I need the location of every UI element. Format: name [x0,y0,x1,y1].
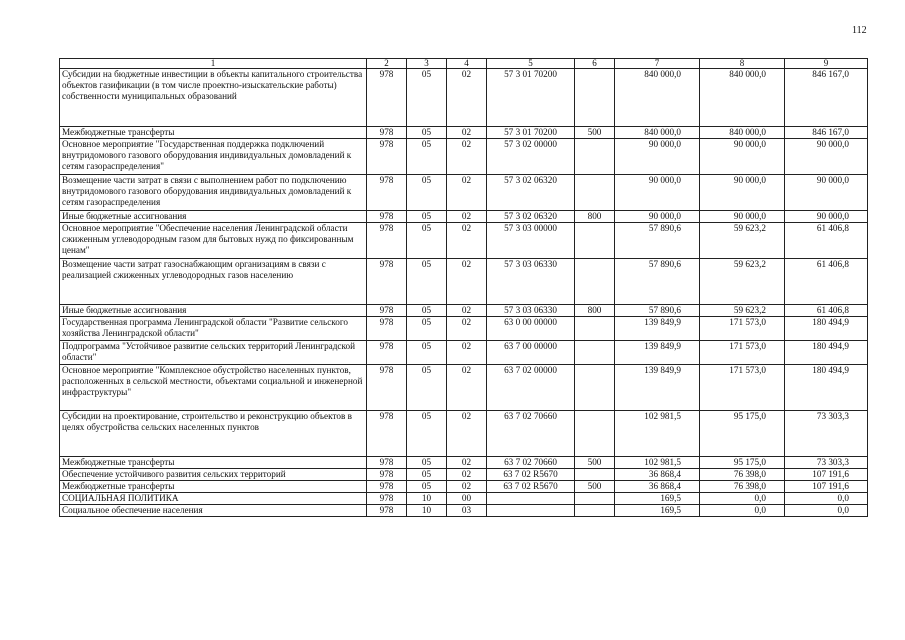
row-cell: 36 868,4 [615,469,700,481]
row-cell: 05 [407,127,447,139]
row-cell: 978 [367,69,407,127]
row-cell: 02 [447,469,487,481]
row-cell: 0,0 [700,505,785,517]
row-cell: 978 [367,139,407,175]
row-cell: 02 [447,127,487,139]
row-cell: 73 303,3 [785,457,868,469]
row-cell: 978 [367,259,407,305]
row-cell: 36 868,4 [615,481,700,493]
row-cell: 57 3 02 00000 [487,139,575,175]
table-row [60,469,868,481]
row-cell: 102 981,5 [615,411,700,457]
row-cell: 02 [447,305,487,317]
row-cell: 180 494,9 [785,365,868,411]
row-cell: 978 [367,505,407,517]
row-cell [575,139,615,175]
row-cell: 978 [367,127,407,139]
row-cell: 63 7 00 00000 [487,341,575,365]
row-cell: 03 [447,505,487,517]
row-cell: 840 000,0 [700,127,785,139]
row-cell: 978 [367,469,407,481]
table-row [60,457,868,469]
row-cell: 978 [367,341,407,365]
row-cell: 978 [367,493,407,505]
row-cell [575,365,615,411]
row-cell [575,317,615,341]
row-cell: 171 573,0 [700,317,785,341]
row-cell: 846 167,0 [785,127,868,139]
row-label: Возмещение части затрат газоснабжающим организациям в связи с реализацией сжиженных углеводородных газов населению [60,259,367,305]
row-cell: 139 849,9 [615,341,700,365]
row-cell: 05 [407,223,447,259]
row-label: Подпрограмма "Устойчивое развитие сельских территорий Ленинградской области" [60,341,367,365]
row-cell: 57 3 02 06320 [487,175,575,211]
header-cell: 4 [447,59,487,69]
row-label: Основное мероприятие "Обеспечение населения Ленинградской области сжиженным углеводородным газом для бытовых нужд по фиксированным ценам" [60,223,367,259]
row-cell: 02 [447,211,487,223]
row-cell: 59 623,2 [700,305,785,317]
row-label: Межбюджетные трансферты [60,457,367,469]
table-row [60,223,868,259]
row-cell: 57 890,6 [615,259,700,305]
row-cell: 59 623,2 [700,223,785,259]
row-cell: 61 406,8 [785,223,868,259]
row-cell: 500 [575,481,615,493]
row-cell: 90 000,0 [615,139,700,175]
row-cell: 05 [407,175,447,211]
row-cell: 57 3 01 70200 [487,127,575,139]
row-cell [575,223,615,259]
table-row [60,505,868,517]
row-cell [487,493,575,505]
row-cell: 107 191,6 [785,469,868,481]
row-cell: 02 [447,365,487,411]
row-cell: 978 [367,457,407,469]
header-row [60,59,868,69]
row-cell: 978 [367,175,407,211]
row-cell: 800 [575,211,615,223]
row-cell: 05 [407,305,447,317]
row-label: Основное мероприятие "Государственная поддержка подключений внутридомового газового оборудования индивидуальных домовладений к сетям газораспределения" [60,139,367,175]
row-cell: 180 494,9 [785,317,868,341]
row-cell: 0,0 [700,493,785,505]
row-cell: 05 [407,69,447,127]
row-cell [575,469,615,481]
row-cell: 90 000,0 [785,139,868,175]
row-cell: 59 623,2 [700,259,785,305]
row-cell: 57 890,6 [615,223,700,259]
header-cell: 7 [615,59,700,69]
row-cell: 0,0 [785,505,868,517]
table-row [60,317,868,341]
row-cell: 10 [407,505,447,517]
header-cell: 3 [407,59,447,69]
row-cell: 978 [367,211,407,223]
row-cell: 76 398,0 [700,481,785,493]
row-cell: 63 7 02 70660 [487,411,575,457]
row-cell [575,493,615,505]
row-cell [487,505,575,517]
row-cell: 57 890,6 [615,305,700,317]
row-label: Основное мероприятие "Комплексное обустройство населенных пунктов, расположенных в сельской местности, объектами социальной и инженерной инфраструктуры" [60,365,367,411]
row-cell: 02 [447,317,487,341]
page-number: 112 [852,25,867,36]
row-cell: 02 [447,139,487,175]
row-cell: 02 [447,69,487,127]
row-cell: 171 573,0 [700,365,785,411]
row-cell: 02 [447,223,487,259]
row-cell: 05 [407,481,447,493]
header-cell: 2 [367,59,407,69]
row-cell: 05 [407,139,447,175]
table-row [60,259,868,305]
table-row [60,493,868,505]
row-cell: 169,5 [615,505,700,517]
row-cell: 102 981,5 [615,457,700,469]
row-cell: 90 000,0 [615,211,700,223]
row-cell: 73 303,3 [785,411,868,457]
row-cell: 57 3 03 06330 [487,259,575,305]
row-cell: 139 849,9 [615,317,700,341]
row-label: Субсидии на проектирование, строительство и реконструкцию объектов в целях обустройства сельских населенных пунктов [60,411,367,457]
row-cell: 02 [447,175,487,211]
table-row [60,481,868,493]
row-cell: 57 3 02 06320 [487,211,575,223]
row-cell: 61 406,8 [785,305,868,317]
table-row [60,341,868,365]
row-label: Социальное обеспечение населения [60,505,367,517]
row-label: Государственная программа Ленинградской области "Развитие сельского хозяйства Ленинградской области" [60,317,367,341]
row-label: Иные бюджетные ассигнования [60,211,367,223]
row-cell: 05 [407,317,447,341]
row-cell [575,341,615,365]
table-row [60,211,868,223]
row-cell [575,69,615,127]
row-cell: 169,5 [615,493,700,505]
table-row [60,305,868,317]
row-cell: 139 849,9 [615,365,700,411]
row-cell: 57 3 03 00000 [487,223,575,259]
row-cell: 90 000,0 [615,175,700,211]
row-cell: 978 [367,223,407,259]
row-cell: 840 000,0 [615,127,700,139]
row-cell: 978 [367,305,407,317]
row-cell: 57 3 03 06330 [487,305,575,317]
row-label: Возмещение части затрат в связи с выполнением работ по подключению внутридомового газового оборудования индивидуальных домовладений к сетям газораспределения [60,175,367,211]
row-cell: 180 494,9 [785,341,868,365]
row-cell: 61 406,8 [785,259,868,305]
row-cell: 63 7 02 R5670 [487,481,575,493]
row-cell: 978 [367,365,407,411]
header-cell: 9 [785,59,868,69]
row-cell: 02 [447,481,487,493]
table-row [60,69,868,127]
row-cell: 00 [447,493,487,505]
row-cell: 978 [367,481,407,493]
row-cell: 500 [575,457,615,469]
row-cell: 02 [447,457,487,469]
row-cell: 05 [407,457,447,469]
row-cell: 95 175,0 [700,411,785,457]
row-cell: 02 [447,411,487,457]
row-label: Межбюджетные трансферты [60,481,367,493]
row-cell: 107 191,6 [785,481,868,493]
row-cell: 800 [575,305,615,317]
row-cell: 05 [407,259,447,305]
row-label: Субсидии на бюджетные инвестиции в объекты капитального строительства объектов газификации (в том числе проектно-изыскательские работы) собственности муниципальных образований [60,69,367,127]
row-cell: 840 000,0 [615,69,700,127]
row-cell: 63 7 02 70660 [487,457,575,469]
row-cell: 63 7 02 00000 [487,365,575,411]
row-cell: 05 [407,469,447,481]
row-cell: 90 000,0 [785,211,868,223]
table-row [60,127,868,139]
row-label: Межбюджетные трансферты [60,127,367,139]
row-cell: 02 [447,341,487,365]
row-cell: 10 [407,493,447,505]
header-cell: 8 [700,59,785,69]
row-cell [575,259,615,305]
row-cell: 90 000,0 [700,211,785,223]
row-cell: 978 [367,317,407,341]
table-row [60,365,868,411]
row-cell: 90 000,0 [785,175,868,211]
header-cell: 1 [60,59,367,69]
row-cell: 90 000,0 [700,175,785,211]
row-cell: 63 0 00 00000 [487,317,575,341]
row-cell: 76 398,0 [700,469,785,481]
row-cell: 840 000,0 [700,69,785,127]
row-cell: 846 167,0 [785,69,868,127]
row-cell: 05 [407,211,447,223]
row-cell: 500 [575,127,615,139]
row-cell [575,505,615,517]
row-cell [575,411,615,457]
header-cell: 6 [575,59,615,69]
row-cell: 90 000,0 [700,139,785,175]
table-row [60,175,868,211]
row-cell: 95 175,0 [700,457,785,469]
budget-table [59,58,868,517]
row-cell: 05 [407,365,447,411]
table-row [60,411,868,457]
header-cell: 5 [487,59,575,69]
row-cell [575,175,615,211]
row-cell: 05 [407,341,447,365]
row-label: СОЦИАЛЬНАЯ ПОЛИТИКА [60,493,367,505]
row-cell: 05 [407,411,447,457]
row-label: Иные бюджетные ассигнования [60,305,367,317]
row-cell: 02 [447,259,487,305]
row-cell: 0,0 [785,493,868,505]
row-label: Обеспечение устойчивого развития сельских территорий [60,469,367,481]
row-cell: 63 7 02 R5670 [487,469,575,481]
row-cell: 978 [367,411,407,457]
row-cell: 57 3 01 70200 [487,69,575,127]
table-row [60,139,868,175]
row-cell: 171 573,0 [700,341,785,365]
